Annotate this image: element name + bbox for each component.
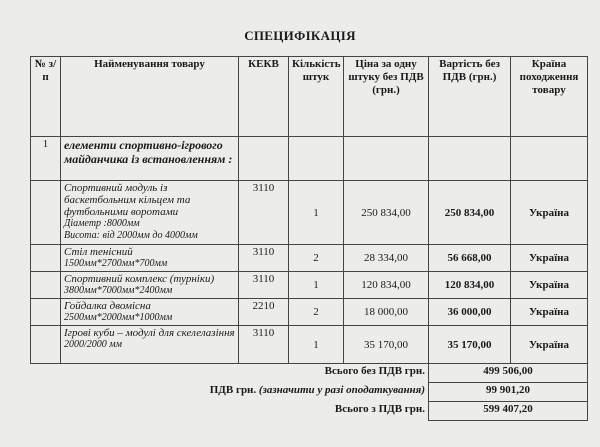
item-name: Стіл тенісний xyxy=(64,246,133,258)
item-name-cell xyxy=(61,245,239,272)
header-country: Країна походження товару xyxy=(511,57,588,137)
item-qty: 1 xyxy=(289,181,344,245)
item-kekv: 3110 xyxy=(239,326,289,364)
item-total: 56 668,00 xyxy=(429,245,511,272)
summary-vat-value: 99 901,20 xyxy=(429,383,588,402)
item-price: 120 834,00 xyxy=(344,272,429,299)
table-row xyxy=(31,326,588,364)
header-name: Найменування товару xyxy=(61,57,239,137)
header-kekv: КЕКВ xyxy=(239,57,289,137)
table-row xyxy=(31,272,588,299)
summary-vat-label: ПДВ грн. xyxy=(209,383,257,396)
summary-vat-label-cell xyxy=(61,383,429,402)
item-qty: 1 xyxy=(289,326,344,364)
page-title: СПЕЦИФІКАЦІЯ xyxy=(244,28,356,43)
section-row xyxy=(31,137,588,181)
empty-cell xyxy=(31,402,61,421)
item-kekv: 3110 xyxy=(239,181,289,245)
item-price: 250 834,00 xyxy=(344,181,429,245)
item-price: 35 170,00 xyxy=(344,326,429,364)
item-kekv: 3110 xyxy=(239,245,289,272)
summary-net-label: Всього без ПДВ грн. xyxy=(324,365,425,377)
header-row xyxy=(31,57,588,137)
item-name-cell xyxy=(61,181,239,245)
empty-cell xyxy=(31,299,61,326)
header-qty: Кількість штук xyxy=(289,57,344,137)
empty-cell xyxy=(289,137,344,181)
summary-row-vat xyxy=(31,383,588,402)
item-name: Спортивний комплекс (турніки) xyxy=(64,273,215,285)
specification-table xyxy=(30,56,588,421)
item-price: 28 334,00 xyxy=(344,245,429,272)
item-detail: Висота: від 2000мм до 4000мм xyxy=(64,230,198,241)
header-price: Ціна за одну штуку без ПДВ (грн.) xyxy=(344,57,429,137)
empty-cell xyxy=(239,137,289,181)
item-name-cell xyxy=(61,299,239,326)
item-total: 250 834,00 xyxy=(429,181,511,245)
item-name-cell xyxy=(61,272,239,299)
item-detail: 2500мм*2000мм*1000мм xyxy=(64,312,173,323)
item-country: Україна xyxy=(511,272,588,299)
section-num: 1 xyxy=(31,137,61,181)
item-qty: 2 xyxy=(289,245,344,272)
item-total: 35 170,00 xyxy=(429,326,511,364)
item-name: Ігрові куби – модулі для скелелазіння xyxy=(64,327,235,339)
empty-cell xyxy=(31,181,61,245)
empty-cell xyxy=(429,137,511,181)
empty-cell xyxy=(31,272,61,299)
item-detail: 2000/2000 мм xyxy=(64,339,123,350)
summary-row-gross xyxy=(31,402,588,421)
item-kekv: 2210 xyxy=(239,299,289,326)
empty-cell xyxy=(344,137,429,181)
table-row xyxy=(31,299,588,326)
item-name-cell xyxy=(61,326,239,364)
item-total: 36 000,00 xyxy=(429,299,511,326)
empty-cell xyxy=(511,137,588,181)
header-num: № з/п xyxy=(31,57,61,137)
item-kekv: 3110 xyxy=(239,272,289,299)
empty-cell xyxy=(31,245,61,272)
item-detail: 1500мм*2700мм*700мм xyxy=(64,258,168,269)
item-name: Гойдалка двомісна xyxy=(64,300,151,312)
empty-cell xyxy=(31,364,61,383)
table-row xyxy=(31,245,588,272)
item-country: Україна xyxy=(511,299,588,326)
empty-cell xyxy=(31,326,61,364)
summary-gross-label: Всього з ПДВ грн. xyxy=(334,402,425,415)
summary-gross-value: 599 407,20 xyxy=(429,402,588,421)
item-detail: 3800мм*7000мм*2400мм xyxy=(64,285,173,296)
item-country: Україна xyxy=(511,326,588,364)
empty-cell xyxy=(31,383,61,402)
item-qty: 1 xyxy=(289,272,344,299)
header-total: Вартість без ПДВ (грн.) xyxy=(429,57,511,137)
summary-vat-note: (зазначити у разі оподаткування) xyxy=(258,383,425,396)
section-title: елементи спортивно-ігрового майданчика із встановленням : xyxy=(61,137,239,181)
summary-net-value: 499 506,00 xyxy=(429,364,588,383)
item-total: 120 834,00 xyxy=(429,272,511,299)
item-name: Спортивний модуль із баскетбольним кільцем та футбольними воротами xyxy=(64,182,191,218)
item-country: Україна xyxy=(511,181,588,245)
table-row xyxy=(31,181,588,245)
summary-row-net xyxy=(31,364,588,383)
item-detail: Діаметр :8000мм xyxy=(64,218,140,229)
item-country: Україна xyxy=(511,245,588,272)
item-qty: 2 xyxy=(289,299,344,326)
item-price: 18 000,00 xyxy=(344,299,429,326)
